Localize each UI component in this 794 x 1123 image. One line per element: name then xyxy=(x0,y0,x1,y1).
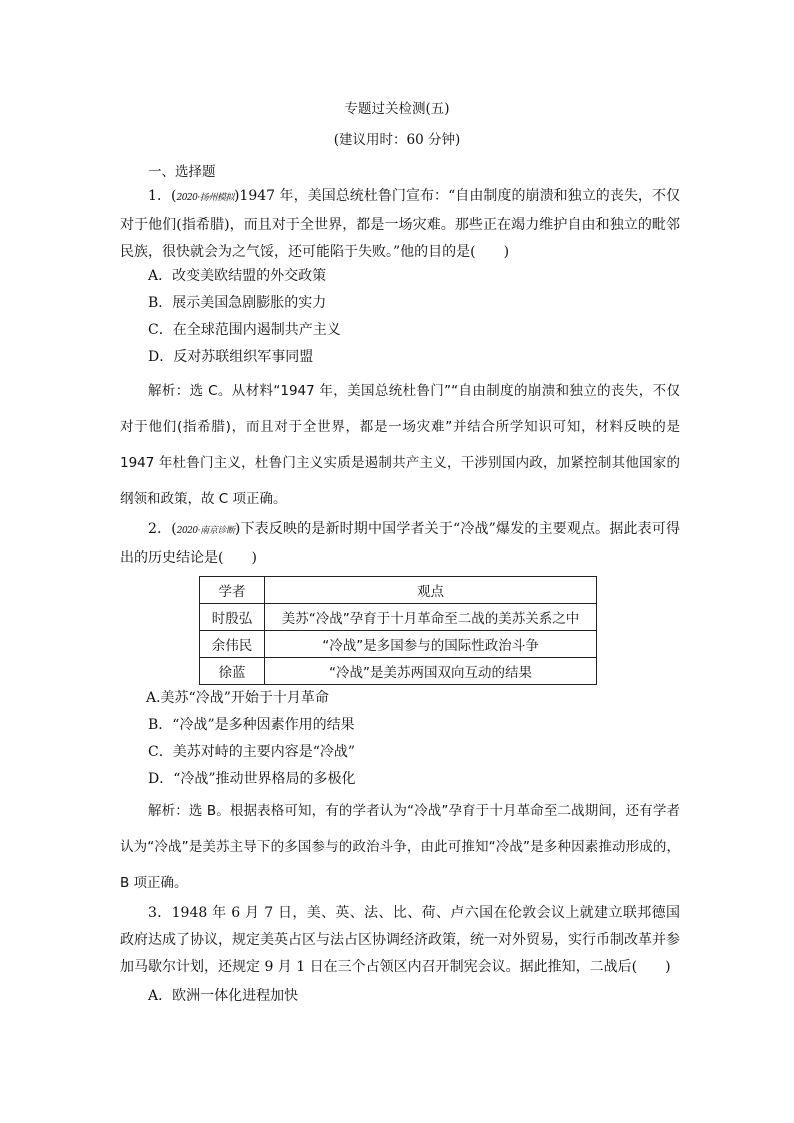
table-row xyxy=(200,604,597,631)
table-cell-view: 美苏“冷战”孕育于十月革命至二战的美苏关系之中 xyxy=(265,604,597,631)
table-cell-scholar: 徐蓝 xyxy=(200,658,265,685)
question-1-option-c: C．在全球范围内遏制共产主义 xyxy=(148,322,341,338)
question-1-option-b: B．展示美国急剧膨胀的实力 xyxy=(148,295,327,311)
table-cell-view: “冷战”是多国参与的国际性政治斗争 xyxy=(265,631,597,658)
question-3-option-a: A．欧洲一体化进程加快 xyxy=(148,988,299,1004)
question-1-number: 1．( xyxy=(148,188,177,204)
table-header-scholar: 学者 xyxy=(200,577,265,604)
table-row xyxy=(200,658,597,685)
question-2-option-a: A.美苏“冷战”开始于十月革命 xyxy=(146,690,329,706)
question-2-analysis: 解析：选 B。根据表格可知，有的学者认为“冷战”孕育于十月革命至二战期间，还有学者认为“冷战”是美苏主导下的多国参与的政治斗争，由此可推知“冷战”是多种因素推动形成的，B 项正确。 xyxy=(120,803,680,891)
question-2-option-b: B．“冷战”是多种因素作用的结果 xyxy=(148,717,355,733)
question-1-option-a: A．改变美欧结盟的外交政策 xyxy=(148,268,327,284)
table-cell-scholar: 时殷弘 xyxy=(200,604,265,631)
document-subtitle: (建议用时：60 分钟) xyxy=(333,132,461,148)
question-1-stem xyxy=(120,183,680,266)
question-1-option-d: D．反对苏联组织军事同盟 xyxy=(148,349,314,365)
table-cell-scholar: 余伟民 xyxy=(200,631,265,658)
question-2-source: 2020·南京诊断 xyxy=(176,526,235,536)
section-heading: 一、选择题 xyxy=(148,164,216,180)
scholar-views-table xyxy=(199,576,597,685)
table-row xyxy=(200,631,597,658)
question-1-text: )1947 年，美国总统杜鲁门宣布：“自由制度的崩溃和独立的丧失，不仅对于他们(指希腊)，而且对于全世界，都是一场灾难。那些正在竭力维护自由和独立的毗邻民族，很快就会为之气馁，还可能陷于失败。”他的目的是( ) xyxy=(120,188,680,260)
document-title: 专题过关检测(五) xyxy=(344,101,450,117)
table-cell-view: “冷战”是美苏两国双向互动的结果 xyxy=(265,658,597,685)
question-1-analysis: 解析：选 C。从材料“1947 年，美国总统杜鲁门”“自由制度的崩溃和独立的丧失，不仅对于他们(指希腊)，而且对于全世界，都是一场灾难”并结合所学知识可知，材料反映的是 1947 年杜鲁门主义，杜鲁门主义实质是遏制共产主义，干涉别国内政，加紧控制其他国家的纲领和政策，故 C 项正确。 xyxy=(120,383,680,507)
question-2-text: )下表反映的是新时期中国学者关于“冷战”爆发的主要观点。据此表可得出的历史结论是( ) xyxy=(120,521,681,566)
question-2-stem xyxy=(120,516,680,572)
question-1-source: 2020·扬州模拟 xyxy=(176,193,234,203)
question-2-option-c: C．美苏对峙的主要内容是“冷战” xyxy=(148,744,356,760)
table-header-view: 观点 xyxy=(265,577,597,604)
question-2-number: 2．( xyxy=(148,521,177,537)
question-2-option-d: D．“冷战”推动世界格局的多极化 xyxy=(148,771,356,787)
table-header-row xyxy=(200,577,597,604)
question-3-stem: 3．1948 年 6 月 7 日，美、英、法、比、荷、卢六国在伦敦会议上就建立联邦德国政府达成了协议，规定美英占区与法占区协调经济政策，统一对外贸易，实行币制改革并参加马歇尔计划，还规定 9 月 1 日在三个占领区内召开制宪会议。据此推知，二战后( ) xyxy=(120,905,680,975)
